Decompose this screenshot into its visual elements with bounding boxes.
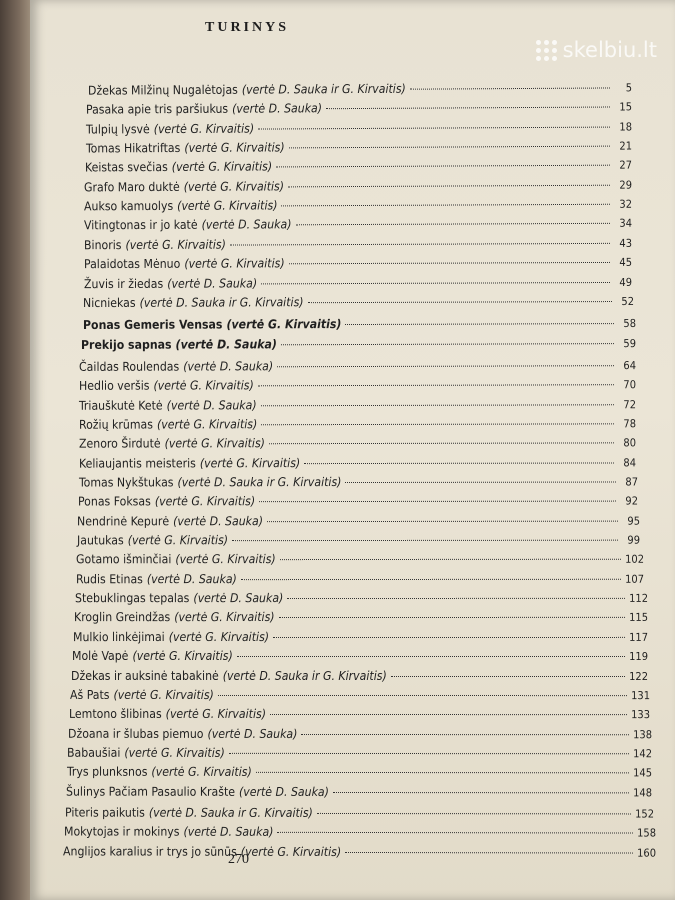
toc-entry-page: 32 [619,197,633,211]
toc-dot-leader [345,852,633,854]
toc-entry-title: Triauškutė Ketė [78,398,163,413]
toc-dot-leader [229,753,629,754]
toc-entry [63,844,656,859]
toc-dot-leader [287,598,625,599]
toc-entry [84,255,632,271]
toc-entry-title: Ponas Foksas [77,494,151,509]
toc-entry-translator: (vertė D. Sauka ir G. Kirvaitis) [177,475,342,490]
toc-entry [83,294,634,310]
toc-entry [67,746,652,761]
toc-entry-translator: (vertė G. Kirvaitis) [153,378,254,393]
toc-entry-translator: (vertė G. Kirvaitis) [127,533,229,548]
toc-dot-leader [218,695,627,696]
toc-entry [64,825,656,840]
toc-dot-leader [258,126,610,129]
toc-entry-translator: (vertė G. Kirvaitis) [184,256,285,271]
toc-entry-title: Čaildas Roulendas [78,359,180,374]
toc-entry-title: Žuvis ir žiedas [83,276,164,291]
toc-entry-translator: (vertė G. Kirvaitis) [156,417,258,432]
toc-entry-page: 95 [627,514,641,528]
toc-entry-title: Piteris paikutis [64,805,145,820]
toc-dot-leader [258,384,614,386]
toc-entry-title: Vitingtonas ir jo katė [83,218,198,233]
toc-dot-leader [296,223,610,225]
toc-entry-page: 29 [619,178,633,192]
toc-entry-title: Mokytojas ir mokinys [63,824,180,839]
toc-dot-leader [261,404,614,406]
toc-entry-title: Lemtono šlibinas [68,707,162,722]
toc-entry [88,80,632,97]
toc-entry [65,805,654,820]
toc-entry-translator: (vertė G. Kirvaitis) [183,179,285,194]
toc-entry-title: Gotamo išminčiai [75,552,172,567]
toc-entry [76,552,644,567]
toc-entry [79,455,636,470]
toc-entry-translator: (vertė D. Sauka) [175,336,277,352]
toc-entry-translator: (vertė D. Sauka) [193,591,284,606]
toc-entry-page: 52 [621,294,635,308]
toc-entry-page: 49 [619,275,633,289]
toc-entry-translator: (vertė D. Sauka) [146,571,237,586]
toc-entry [85,158,632,175]
toc-entry-page: 27 [619,158,633,173]
toc-entry-title: Aš Pats [69,687,110,702]
toc-entry-translator: (vertė G. Kirvaitis) [168,629,270,644]
page-number: 270 [228,852,249,867]
toc-entry-title: Hedlio veršis [78,378,150,394]
toc-entry-title: Prekijo sapnas [80,337,172,352]
toc-dot-leader [288,184,610,187]
toc-entry-page: 160 [637,846,657,860]
toc-entry-page: 15 [619,100,633,114]
toc-entry-translator: (vertė D. Sauka) [167,275,258,291]
toc-entry-page: 59 [623,336,637,350]
toc-dot-leader [276,165,610,168]
toc-entry-translator: (vertė G. Kirvaitis) [132,649,233,664]
toc-dot-leader [281,204,610,207]
toc-entry-page: 138 [633,727,653,741]
toc-dot-leader [261,423,614,425]
toc-entry [70,688,650,702]
toc-entry [79,416,636,431]
toc-entry-title: Trys plunksnos [66,764,148,779]
toc-entry [66,784,652,799]
toc-entry-page: 78 [623,417,637,431]
toc-entry [71,668,648,682]
toc-entry [74,610,648,624]
toc-entry [79,436,636,451]
toc-entry-title: Palaidotas Mėnuo [83,256,181,272]
toc-entry-title: Rudis Etinas [75,571,143,586]
toc-entry-title: Keistas svečias [84,160,168,175]
toc-dot-leader [259,501,616,503]
toc-entry [67,765,652,780]
toc-entry-title: Aukso kamuolys [83,198,174,214]
toc-entry-page: 45 [619,255,633,270]
toc-entry-page: 43 [619,236,633,250]
toc-dot-leader [279,617,626,618]
toc-entry-title: Jautukas [76,533,124,548]
toc-dot-leader [281,343,614,345]
toc-entry [77,513,640,528]
toc-entry-page: 34 [619,217,633,231]
toc-entry [77,533,640,548]
toc-entry [79,377,636,393]
toc-entry [68,726,652,740]
toc-entry-page: 131 [631,688,651,702]
toc-dot-leader [230,243,610,246]
toc-dot-leader [232,540,618,541]
toc-entry-title: Binoris [83,237,122,253]
toc-dot-leader [301,733,629,734]
toc-entry-page: 21 [619,139,633,153]
toc-entry [81,336,636,352]
toc-entry-title: Rožių krūmas [78,417,153,432]
toc-dot-leader [345,482,616,484]
toc-entry-page: 99 [627,533,641,547]
toc-entry-page: 152 [635,807,655,821]
toc-entry-page: 87 [625,475,639,489]
toc-entry-title: Pasaka apie tris paršiukus [85,102,229,117]
toc-entry [79,397,636,413]
toc-entry-translator: (vertė D. Sauka) [183,824,274,840]
toc-entry-page: 142 [633,747,653,761]
toc-entry [75,591,648,605]
toc-entry-translator: (vertė G. Kirvaitis) [165,707,267,722]
toc-entry-page: 72 [623,397,637,411]
toc-dot-leader [410,87,610,89]
toc-dot-leader [345,323,614,325]
toc-entry [76,572,644,586]
toc-entry-translator: (vertė D. Sauka) [201,217,292,233]
toc-dot-leader [237,656,625,657]
toc-entry [84,236,632,252]
toc-entry-title: Stebuklingas tepalas [74,591,190,606]
toc-dot-leader [280,559,621,560]
toc-dot-leader [289,146,610,149]
toc-entry [72,649,648,663]
toc-entry-page: 117 [629,630,649,644]
toc-entry-title: Tomas Hikatriftas [85,141,181,156]
toc-dot-leader [269,443,614,445]
toc-entry [86,119,632,136]
toc-entry [79,474,638,489]
toc-entry-title: Babaušiai [66,745,121,760]
toc-entry-translator: (vertė G. Kirvaitis) [124,745,225,760]
toc-entry-translator: (vertė G. Kirvaitis) [184,140,285,156]
toc-entry-translator: (vertė D. Sauka ir G. Kirvaitis) [241,81,406,97]
toc-entry-page: 58 [623,317,637,331]
toc-entry-page: 80 [623,436,637,450]
toc-entry-title: Tulpių lysvė [85,121,150,137]
toc-entry-translator: (vertė G. Kirvaitis) [226,317,342,332]
toc-entry-translator: (vertė G. Kirvaitis) [177,198,278,213]
toc-entry-translator: (vertė G. Kirvaitis) [175,552,276,567]
toc-entry-page: 18 [619,120,633,134]
toc-dot-leader [333,792,629,793]
toc-entry [69,707,650,721]
toc-dot-leader [289,262,610,264]
toc-entry-page: 158 [637,826,657,840]
toc-entry-title: Keliaujantis meisteris [78,455,196,471]
toc-entry-title: Džekas ir auksinė tabakinė [70,668,219,683]
toc-entry-title: Džekas Milžinų Nugalėtojas [87,82,238,98]
toc-entry-translator: (vertė D. Sauka) [166,397,257,413]
toc-entry-page: 64 [623,359,637,373]
toc-entry [84,197,632,214]
toc-entry-title: Anglijos karalius ir trys jo sūnūs [62,844,237,859]
toc-entry-title: Mulkio linkėjimai [72,629,165,644]
toc-dot-leader [270,714,627,715]
toc-entry-page: 119 [629,650,649,664]
toc-entry [84,216,632,233]
toc-entry-page: 112 [629,591,649,605]
toc-entry-title: Šulinys Pačiam Pasaulio Krašte [65,784,236,799]
toc-entry-translator: (vertė D. Sauka) [232,101,323,117]
toc-entry-translator: (vertė G. Kirvaitis) [164,436,265,451]
toc-entry-page: 107 [625,572,645,586]
toc-entry-translator: (vertė G. Kirvaitis) [240,844,342,859]
toc-entry-translator: (vertė G. Kirvaitis) [125,237,226,252]
toc-entry-title: Zenoro Širdutė [78,436,161,451]
toc-entry [86,139,632,156]
toc-dot-leader [317,813,631,815]
toc-dot-leader [277,832,633,834]
toc-entry [86,100,632,117]
toc-dot-leader [304,462,614,464]
toc-dot-leader [261,281,610,283]
toc-entry-translator: (vertė D. Sauka) [207,726,298,741]
toc-entry-translator: (vertė G. Kirvaitis) [151,764,252,780]
toc-dot-leader [277,365,614,367]
toc-entry-page: 102 [625,553,645,567]
toc-entry-translator: (vertė D. Sauka ir G. Kirvaitis) [139,295,304,310]
toc-entry-page: 122 [629,669,649,683]
toc-entry [73,630,648,644]
toc-entry-title: Kroglin Greindžas [73,610,171,625]
toc-entry-page: 5 [625,81,633,95]
toc-entry-title: Nendrinė Kepurė [76,513,170,529]
toc-dot-leader [256,772,629,773]
toc-entry [83,316,636,332]
toc-entry [78,494,638,509]
page-heading: TURINYS [205,20,290,35]
toc-entry-page: 115 [629,611,649,625]
toc-entry-title: Molė Vapė [71,649,129,664]
toc-dot-leader [273,637,625,638]
toc-entry-page: 145 [633,766,653,780]
toc-dot-leader [267,520,618,522]
toc-entry-translator: (vertė G. Kirvaitis) [113,687,214,702]
toc-dot-leader [326,107,610,110]
toc-entry-title: Grafo Maro duktė [83,179,180,195]
toc-entry-translator: (vertė D. Sauka) [173,513,264,528]
toc-entry-title: Džoana ir šlubas piemuo [67,726,204,741]
toc-entry-translator: (vertė D. Sauka) [183,359,274,374]
toc-entry-translator: (vertė D. Sauka) [238,784,329,799]
toc-entry-page: 84 [623,456,637,470]
toc-entry-translator: (vertė G. Kirvaitis) [199,455,301,470]
toc-entry-translator: (vertė G. Kirvaitis) [154,494,256,509]
watermark-text: skelbiu.lt [562,38,657,62]
toc-entry-page: 133 [631,708,651,722]
toc-dot-leader [391,676,625,677]
toc-entry-title: Ponas Gemeris Vensas [82,317,223,333]
toc-entry-page: 70 [623,378,637,392]
toc-entry-translator: (vertė G. Kirvaitis) [174,610,275,625]
toc-entry-title: Nicniekas [82,295,136,310]
toc-entry-title: Tomas Nykštukas [78,475,174,490]
toc-entry [79,358,636,374]
toc-entry-page: 92 [625,494,639,508]
toc-entry-translator: (vertė G. Kirvaitis) [153,121,255,136]
toc-entry [84,177,632,194]
toc-entry-translator: (vertė D. Sauka ir G. Kirvaitis) [148,805,313,820]
toc-dot-leader [241,579,621,580]
toc-entry-translator: (vertė D. Sauka ir G. Kirvaitis) [222,668,387,683]
toc-entry [84,274,632,290]
toc-entry-page: 148 [633,785,653,800]
toc-entry-translator: (vertė G. Kirvaitis) [171,159,273,175]
toc-dot-leader [308,301,612,303]
